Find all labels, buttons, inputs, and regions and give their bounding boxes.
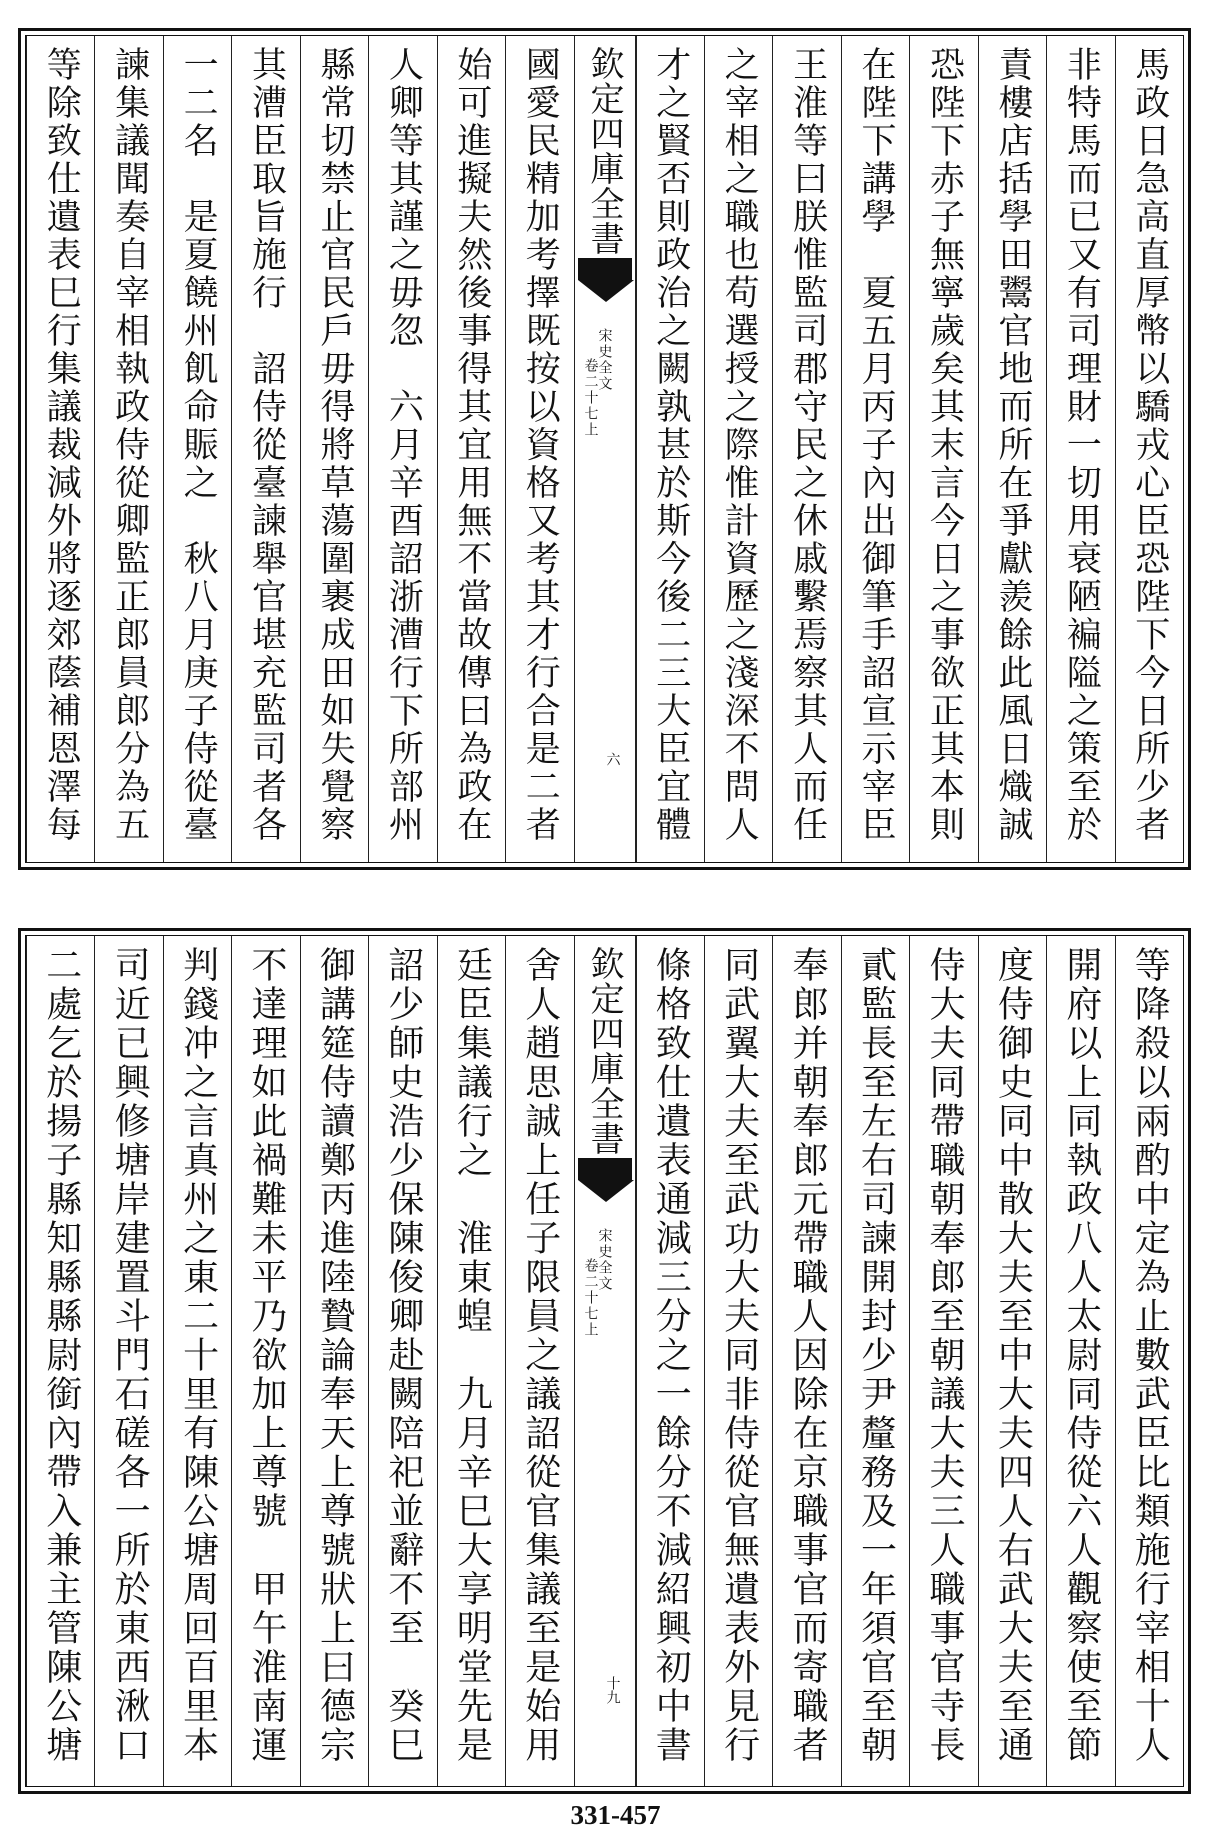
bottom-column xyxy=(300,936,368,1786)
bottom-column xyxy=(505,936,573,1786)
top-column-text: 在陛下講學 夏五月丙子內出御筆手詔宣示宰臣 xyxy=(856,46,897,844)
top-column xyxy=(772,36,840,862)
top-column-text: 諫集議聞奏自宰相執政侍從卿監正郎員郎分為五 xyxy=(109,46,150,844)
top-column-text: 縣常切禁止官民戶毋得將草蕩圍裹成田如失覺察 xyxy=(314,46,355,844)
bottom-column-text: 廷臣集議行之 淮東蝗 九月辛巳大享明堂先是 xyxy=(451,946,493,1765)
bottom-column-text: 御講筵侍讀鄭丙進陸贄論奉天上尊號狀上曰德宗 xyxy=(314,946,356,1765)
bottom-column-text: 開府以上同執政八人太尉同侍從六人觀察使至節 xyxy=(1060,946,1102,1765)
top-column-text: 馬政日急高直厚幣以驕戎心臣恐陛下今日所少者 xyxy=(1129,46,1170,844)
top-column-text: 之宰相之職也苟選授之際惟計資歷之淺深不問人 xyxy=(719,46,760,844)
top-column-text: 等除致仕遺表巳行集議裁減外將逐郊蔭補恩澤每 xyxy=(41,46,82,844)
bottom-column-text: 等降殺以兩酌中定為止數武臣比類施行宰相十人 xyxy=(1129,946,1171,1765)
bottom-page-frame xyxy=(25,935,1184,1787)
bottom-column xyxy=(94,936,162,1786)
top-column-text: 恐陛下赤子無寧歲矣其末言今日之事欲正其本則 xyxy=(924,46,965,844)
top-column xyxy=(231,36,299,862)
bottom-center-title: 欽定四庫全書 xyxy=(584,946,624,1156)
bottom-column-text: 判錢冲之言真州之東二十里有陳公塘周回百里本 xyxy=(177,946,219,1765)
top-center-title: 欽定四庫全書 xyxy=(584,46,624,256)
bottom-column xyxy=(437,936,505,1786)
top-column-text: 人卿等其謹之毋忽 六月辛酉詔浙漕行下所部州 xyxy=(383,46,424,844)
bottom-column-text: 侍大夫同帶職朝奉郎至朝議大夫三人職事官寺長 xyxy=(923,946,965,1765)
top-column-text: 國愛民精加考擇既按以資格又考其才行合是二者 xyxy=(520,46,561,844)
bottom-column xyxy=(1046,936,1114,1786)
bottom-fishtail-mark xyxy=(578,1158,632,1180)
bottom-column xyxy=(163,936,231,1786)
bottom-column-text: 不達理如此禍難未平乃欲加上尊號 甲午淮南運 xyxy=(246,946,288,1765)
bottom-column-text: 二處乞於揚子縣知縣縣尉銜內帶入兼主管陳公塘 xyxy=(40,946,82,1765)
top-column xyxy=(1115,36,1183,862)
top-column xyxy=(704,36,772,862)
top-fishtail-mark xyxy=(578,258,632,280)
top-column xyxy=(300,36,368,862)
bottom-column-text: 度侍御史同中散大夫至中大夫四人右武大夫至通 xyxy=(992,946,1034,1765)
top-column xyxy=(437,36,505,862)
bottom-column xyxy=(368,936,436,1786)
top-column xyxy=(505,36,573,862)
top-column xyxy=(841,36,909,862)
top-center-band xyxy=(574,36,636,862)
bottom-column-text: 條格致仕遺表通減三分之一餘分不減紹興初中書 xyxy=(650,946,692,1765)
top-column xyxy=(1046,36,1114,862)
bottom-center-band xyxy=(574,936,636,1786)
top-column-text: 才之賢否則政治之闕孰甚於斯今後二三大臣宜體 xyxy=(650,46,691,844)
bottom-center-source: 宋史全文 xyxy=(596,1228,613,1292)
top-page xyxy=(18,28,1191,870)
top-column-text: 責樓店括學田鬻官地而所在爭獻羨餘此風日熾誠 xyxy=(992,46,1033,844)
bottom-column xyxy=(26,936,94,1786)
bottom-column xyxy=(704,936,772,1786)
top-column-text: 一二名 是夏饒州飢命賑之 秋八月庚子侍從臺 xyxy=(178,46,219,844)
top-column-text: 其漕臣取旨施行 詔侍從臺諫舉官堪充監司者各 xyxy=(246,46,287,844)
top-column xyxy=(26,36,94,862)
bottom-center-folio: 十九 xyxy=(604,1676,621,1704)
bottom-column xyxy=(1115,936,1183,1786)
bottom-column-text: 奉郎并朝奉郎元帶職人因除在京職事官而寄職者 xyxy=(787,946,829,1765)
top-column-text: 非特馬而已又有司理財一切用衰陋褊隘之策至於 xyxy=(1061,46,1102,844)
bottom-column-text: 司近已興修塘岸建置斗門石磋各一所於東西湫口 xyxy=(109,946,151,1765)
bottom-column xyxy=(231,936,299,1786)
top-column xyxy=(978,36,1046,862)
top-center-folio: 六 xyxy=(604,752,621,766)
top-center-source: 宋史全文 xyxy=(596,328,613,392)
bottom-page xyxy=(18,928,1191,1794)
top-column xyxy=(909,36,977,862)
bottom-column xyxy=(636,936,704,1786)
top-column-text: 王淮等曰朕惟監司郡守民之休戚繫焉察其人而任 xyxy=(787,46,828,844)
bottom-column-text: 舍人趙思誠上任子限員之議詔從官集議至是始用 xyxy=(519,946,561,1765)
top-column xyxy=(94,36,162,862)
top-center-volume: 卷二十七上 xyxy=(582,358,599,438)
bottom-column xyxy=(841,936,909,1786)
bottom-column-text: 詔少師史浩少保陳俊卿赴闕陪祀並辭不至 癸巳 xyxy=(382,946,424,1765)
bottom-column-text: 貳監長至左右司諫開封少尹釐務及一年須官至朝 xyxy=(855,946,897,1765)
bottom-center-volume: 卷二十七上 xyxy=(582,1258,599,1338)
page-number: 331-457 xyxy=(570,1800,661,1830)
bottom-column-text: 同武翼大夫至武功大夫同非侍從官無遺表外見行 xyxy=(718,946,760,1765)
bottom-column xyxy=(909,936,977,1786)
bottom-column xyxy=(772,936,840,1786)
top-page-frame xyxy=(25,35,1184,863)
top-column xyxy=(636,36,704,862)
top-column xyxy=(163,36,231,862)
top-column-text: 始可進擬夫然後事得其宜用無不當故傳曰為政在 xyxy=(451,46,492,844)
bottom-column xyxy=(978,936,1046,1786)
top-column xyxy=(368,36,436,862)
